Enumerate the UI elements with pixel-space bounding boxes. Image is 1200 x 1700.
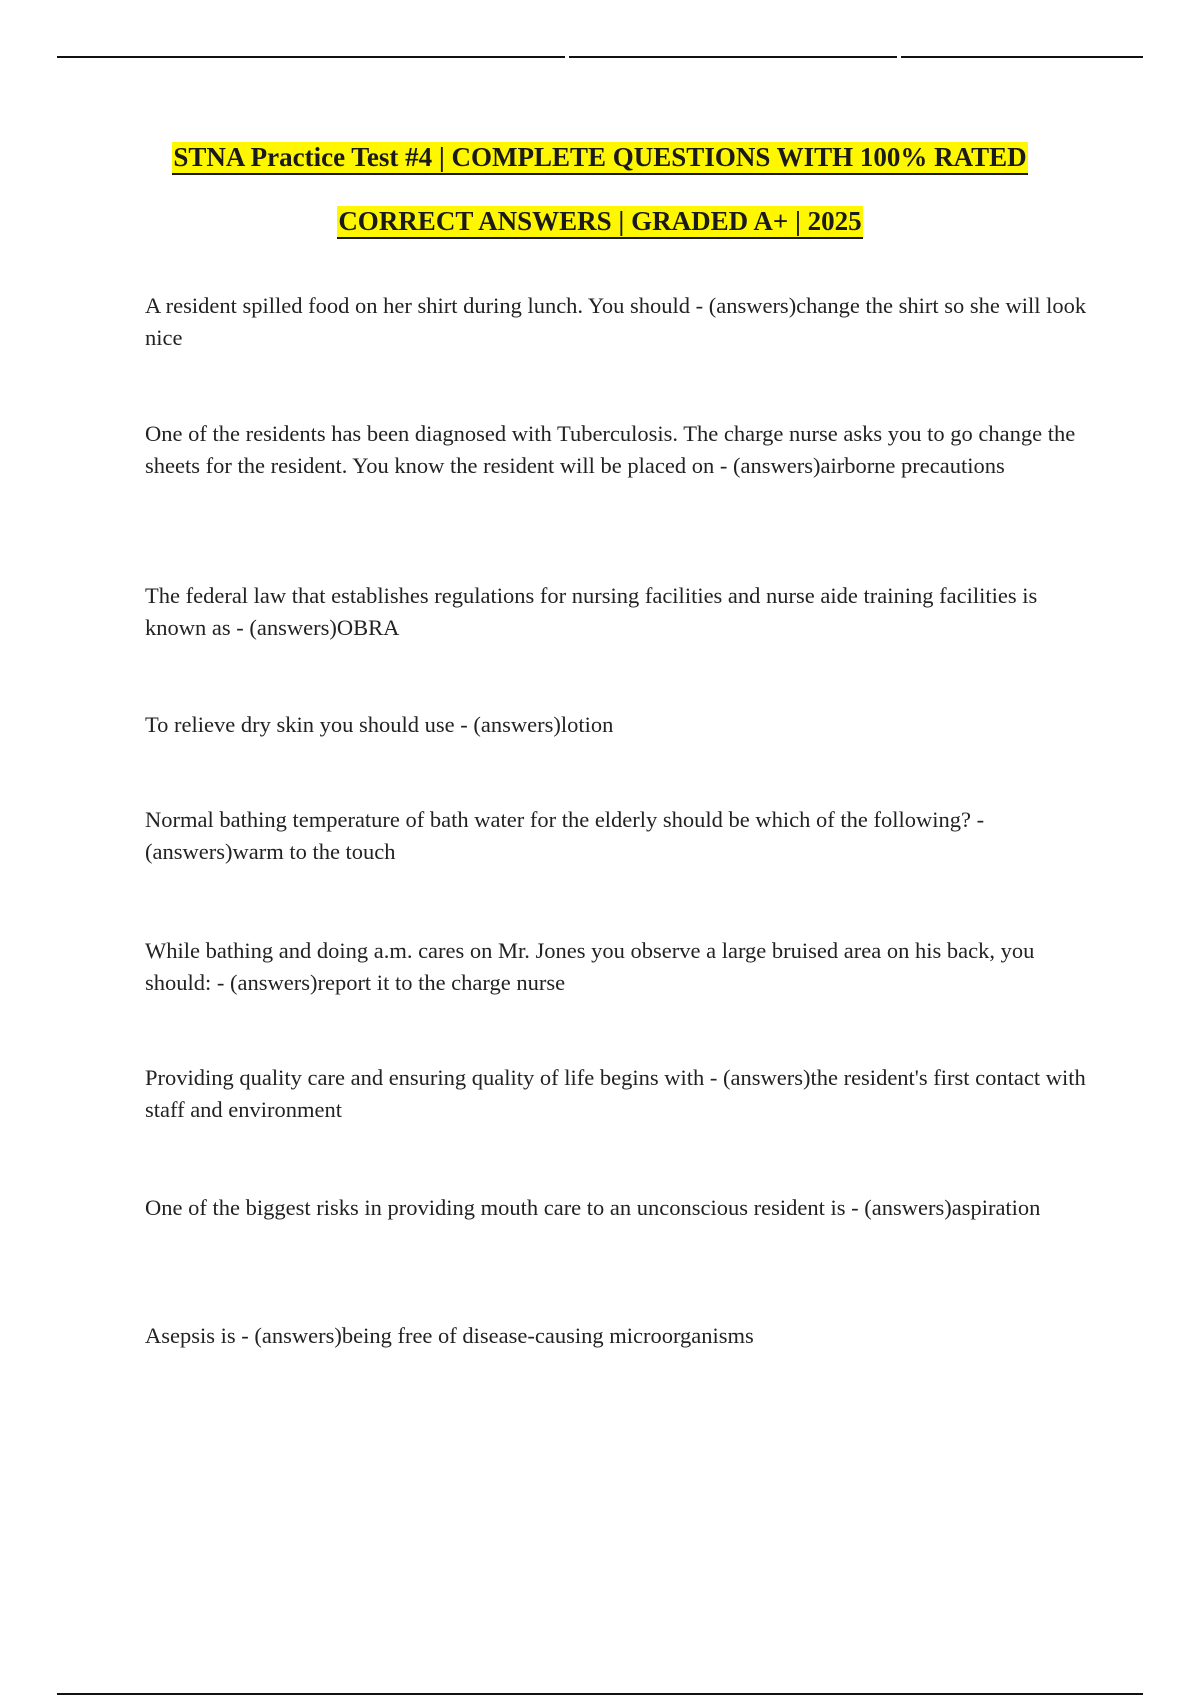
header-rule [57, 56, 565, 58]
question-item: One of the biggest risks in providing mouth care to an unconscious resident is - (answers)aspiration [145, 1195, 1041, 1220]
footer-rule [57, 1693, 1143, 1695]
question-item: The federal law that establishes regulations for nursing facilities and nurse aide training facilities is known as - (answers)OBRA [145, 583, 1038, 640]
question-item: One of the residents has been diagnosed with Tuberculosis. The charge nurse asks you to go change the sheets for the resident. You know the resident will be placed on - (answers)airborne precautions [145, 421, 1076, 478]
header-rule [901, 56, 1143, 58]
question-item: While bathing and doing a.m. cares on Mr. Jones you observe a large bruised area on his back, you should: - (answers)report it to the charge nurse [145, 938, 1035, 995]
header-rule [569, 56, 897, 58]
question-item: Providing quality care and ensuring quality of life begins with - (answers)the resident's first contact with staff and environment [145, 1065, 1086, 1122]
question-item: Normal bathing temperature of bath water for the elderly should be which of the following? - (answers)warm to the touch [145, 807, 985, 864]
document-title [60, 142, 1140, 239]
question-item: Asepsis is - (answers)being free of disease-causing microorganisms [145, 1323, 754, 1348]
title-line-1: STNA Practice Test #4 | COMPLETE QUESTIONS WITH 100% RATED [172, 142, 1027, 175]
title-line-2: CORRECT ANSWERS | GRADED A+ | 2025 [337, 206, 862, 239]
question-item: To relieve dry skin you should use - (answers)lotion [145, 712, 614, 737]
question-item: A resident spilled food on her shirt during lunch. You should - (answers)change the shirt so she will look nice [145, 293, 1087, 350]
